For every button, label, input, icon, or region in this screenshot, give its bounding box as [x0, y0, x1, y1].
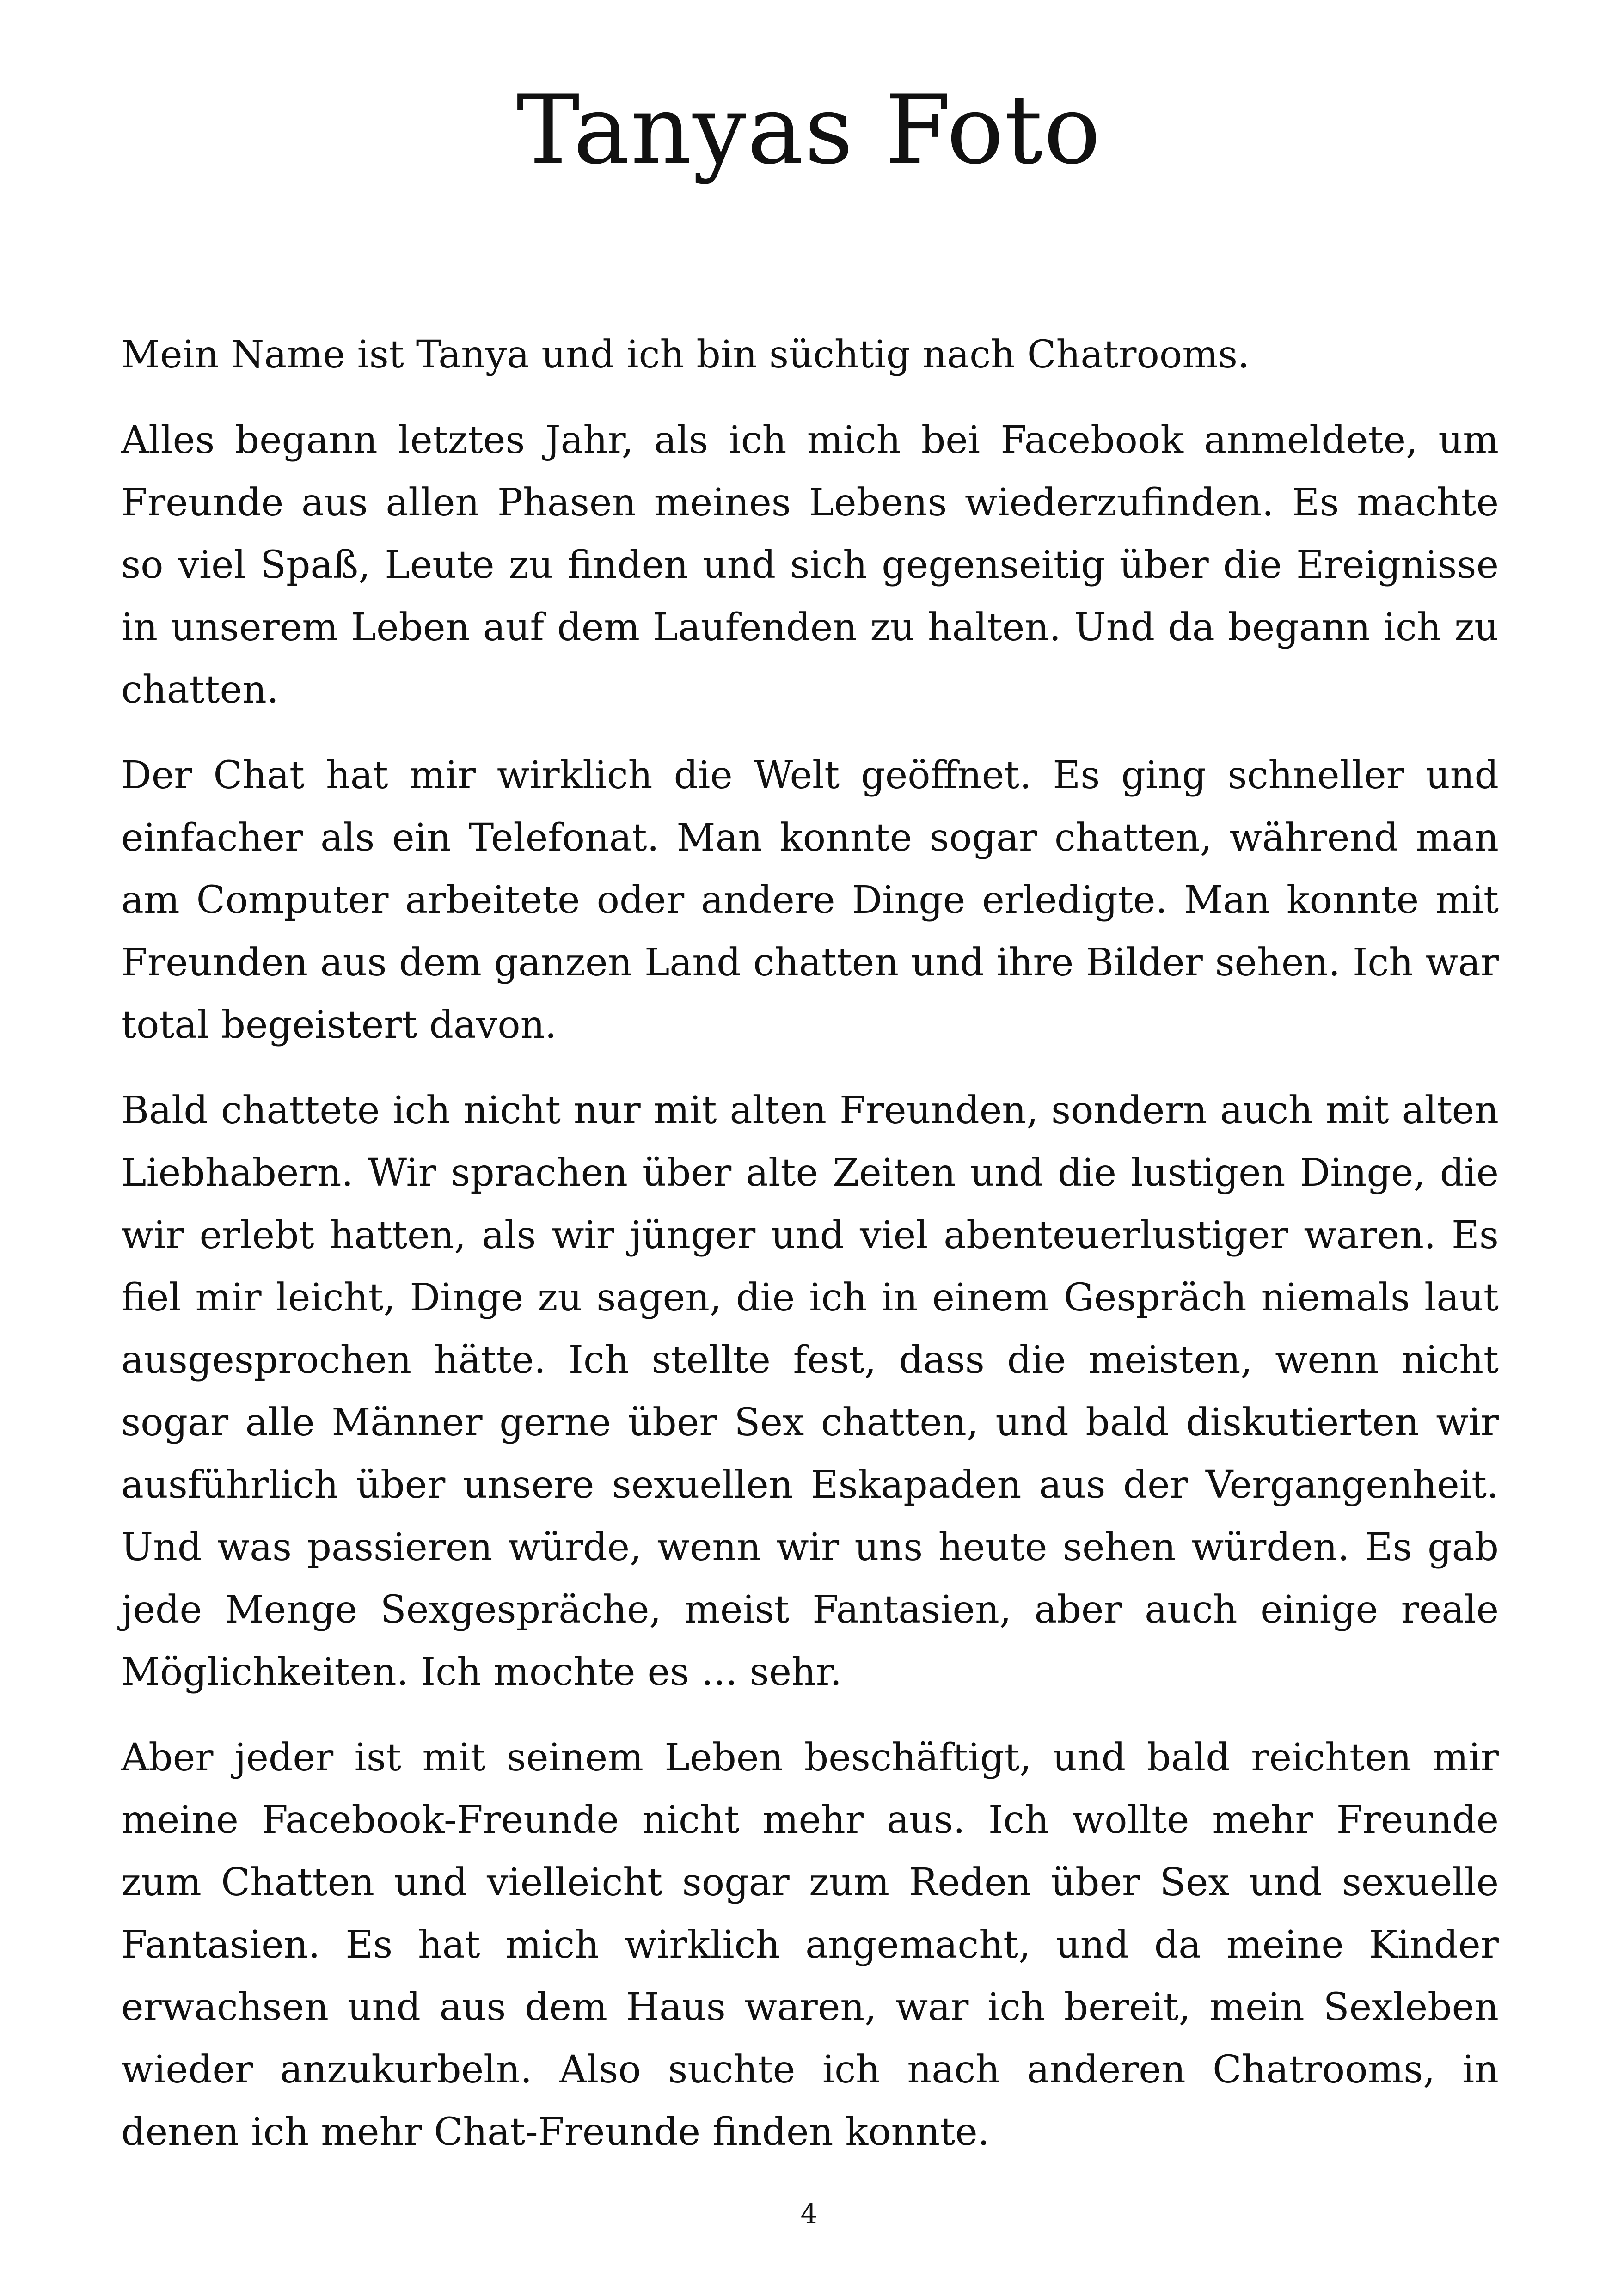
paragraph-3: Der Chat hat mir wirklich die Welt geöffnet. Es ging schneller und einfacher als ein Telefonat. Man konnte sogar chatten, während man am Computer arbeitete oder andere Dinge erledigte. Man konnte mit Freunden aus dem ganzen Land chatten und ihre Bilder sehen. Ich war total begeistert davon. [121, 753, 1499, 1047]
page-title: Tanyas Foto [516, 75, 1102, 185]
paragraph-2: Alles begann letztes Jahr, als ich mich bei Facebook anmeldete, um Freunde aus allen Phasen meines Lebens wiederzufinden. Es machte so viel Spaß, Leute zu finden und sich gegenseitig über die Ereignisse in unserem Leben auf dem Laufenden zu halten. Und da begann ich zu chatten. [121, 418, 1499, 712]
paragraph-4: Bald chattete ich nicht nur mit alten Freunden, sondern auch mit alten Liebhabern. Wir sprachen über alte Zeiten und die lustigen Dinge, die wir erlebt hatten, als wir jünger und viel abenteuerlustiger waren. Es fiel mir leicht, Dinge zu sagen, die ich in einem Gespräch niemals laut ausgesprochen hätte. Ich stellte fest, dass die meisten, wenn nicht sogar alle Männer gerne über Sex chatten, und bald diskutierten wir ausführlich über unsere sexuellen Eskapaden aus der Vergangenheit. Und was passieren würde, wenn wir uns heute sehen würden. Es gab jede Menge Sexgespräche, meist Fantasien, aber auch einige reale Möglichkeiten. Ich mochte es ... sehr. [121, 1089, 1499, 1694]
paragraph-1: Mein Name ist Tanya und ich bin süchtig nach Chatrooms. [121, 333, 1250, 377]
paragraph-5: Aber jeder ist mit seinem Leben beschäftigt, und bald reichten mir meine Facebook-Freunde nicht mehr aus. Ich wollte mehr Freunde zum Chatten und vielleicht sogar zum Reden über Sex und sexuelle Fantasien. Es hat mich wirklich angemacht, und da meine Kinder erwachsen und aus dem Haus waren, war ich bereit, mein Sexleben wieder anzukurbeln. Also suchte ich nach anderen Chatrooms, in denen ich mehr Chat-Freunde finden konnte. [121, 1736, 1499, 2154]
page-number: 4 [800, 2198, 818, 2229]
body-text [121, 324, 1499, 2186]
